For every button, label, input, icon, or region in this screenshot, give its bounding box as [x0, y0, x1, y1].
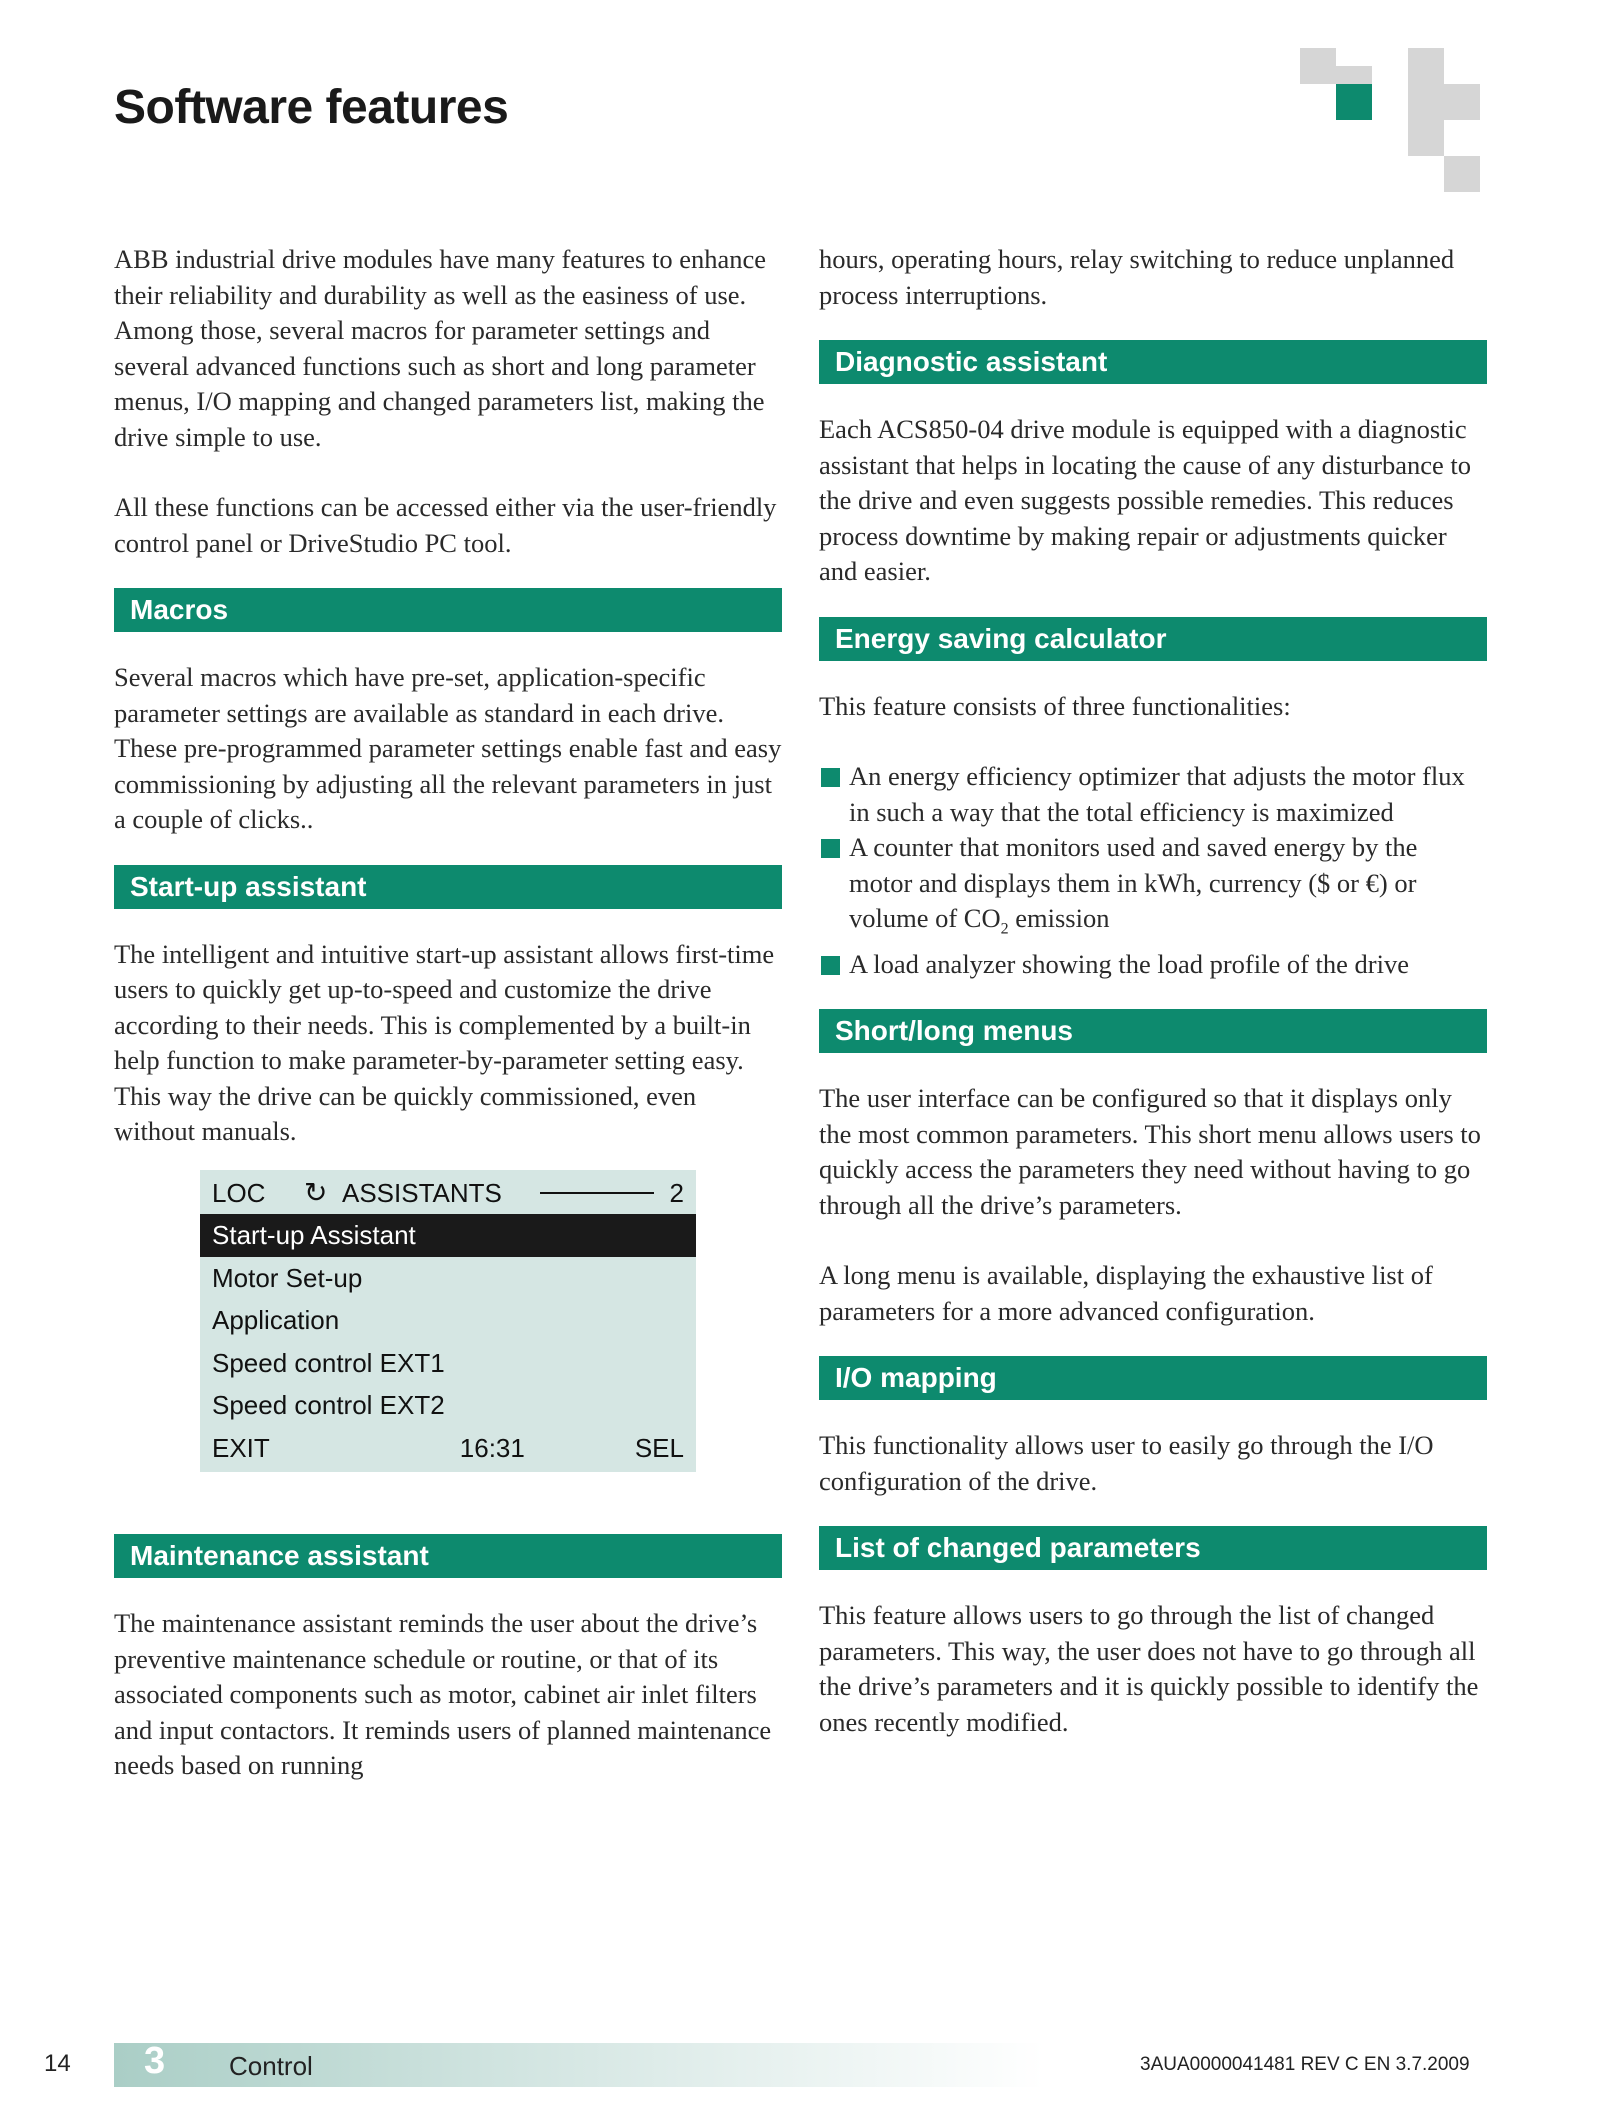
panel-menu-item: Speed control EXT2 [212, 1390, 445, 1420]
section-heading-short-long-menus: Short/long menus [819, 1009, 1487, 1053]
list-item: An energy efficiency optimizer that adjusts the motor flux in such a way that the total efficiency is maximized [819, 759, 1487, 830]
panel-clock: 16:31 [459, 1432, 525, 1463]
panel-menu-item: Speed control EXT1 [212, 1347, 445, 1378]
panel-header-number: 2 [669, 1177, 684, 1208]
section-heading-io-mapping: I/O mapping [819, 1356, 1487, 1400]
macros-text: Several macros which have pre-set, application-specific parameter settings are available as standard in each drive. These pre-programmed parameter settings enable fast and easy commissioning by adjusting all the relevant parameters in just a couple of clicks.. [114, 662, 782, 834]
panel-loc-label: LOC [212, 1177, 266, 1208]
panel-header-line [540, 1192, 654, 1194]
continuation-text: hours, operating hours, relay switching to reduce unplanned process interruptions. [819, 244, 1455, 310]
panel-menu-item: Motor Set-up [212, 1262, 363, 1293]
changed-parameters-text: This feature allows users to go through the list of changed parameters. This way, the user does not have to go through all the drive’s parameters and it is quickly possible to identify the ones recently modified. [819, 1600, 1479, 1737]
section-heading-energy-saving-calculator: Energy saving calculator [819, 617, 1487, 661]
abb-square-pattern-logo [1300, 48, 1490, 198]
intro-paragraph-2: All these functions can be accessed either via the user-friendly control panel or DriveStudio PC tool. [114, 492, 777, 558]
diagnostic-assistant-text: Each ACS850-04 drive module is equipped with a diagnostic assistant that helps in locating the cause of any disturbance to the drive and even suggests possible remedies. This reduces process downtime by making repair or adjustments quicker and easier. [819, 414, 1472, 586]
document-code: 3AUA0000041481 REV C EN 3.7.2009 [1140, 2054, 1470, 2075]
intro-paragraph-1: ABB industrial drive modules have many features to enhance their reliability and durability as well as the easiness of use. Among those, several macros for parameter settings and several advanced functions such as short and long parameter menus, I/O mapping and changed parameters list, making the drive simple to use. [114, 244, 767, 452]
section-name: Control [229, 2051, 313, 2081]
io-mapping-text: This functionality allows user to easily go through the I/O configuration of the drive. [819, 1430, 1434, 1496]
right-column [819, 242, 1487, 1740]
page-title: Software features [114, 81, 509, 134]
list-item: A counter that monitors used and saved energy by the motor and displays them in kWh, currency ($ or €) or volume of $CO_2$ emission [819, 830, 1487, 947]
bullet-square-icon [821, 839, 840, 858]
bullet-square-icon [821, 768, 840, 787]
menus-text-1: The user interface can be configured so that it displays only the most common parameters. This short menu allows users to quickly access the parameters they need without having to go through all the drive’s parameters. [819, 1083, 1481, 1220]
control-panel-display [200, 1170, 696, 1473]
section-heading-macros: Macros [114, 588, 782, 632]
energy-feature-list [819, 759, 1487, 982]
panel-header-row [200, 1172, 696, 1215]
maintenance-assistant-text: The maintenance assistant reminds the user about the drive’s preventive maintenance schedule or routine, or that of its associated components such as motor, cabinet air inlet filters and input contactors. It reminds users of planned maintenance needs based on running [114, 1608, 772, 1780]
section-heading-list-of-changed-parameters: List of changed parameters [819, 1526, 1487, 1570]
rotation-arrow-icon: ↻ [304, 1176, 328, 1208]
panel-sel-softkey: SEL [634, 1432, 684, 1463]
panel-header-title: ASSISTANTS [342, 1177, 502, 1208]
panel-menu-item-selected: Start-up Assistant [200, 1214, 696, 1257]
bullet-square-icon [821, 956, 840, 975]
panel-exit-softkey: EXIT [212, 1432, 270, 1463]
panel-footer-row [200, 1427, 696, 1470]
section-heading-maintenance-assistant: Maintenance assistant [114, 1534, 782, 1578]
section-heading-startup-assistant: Start-up assistant [114, 865, 782, 909]
page-number: 14 [44, 2050, 71, 2077]
startup-assistant-text: The intelligent and intuitive start-up assistant allows first-time users to quickly get up-to-speed and customize the drive according to their needs. This is complemented by a built-in help function to make parameter-by-parameter setting easy. This way the drive can be quickly commissioned, even without manuals. [114, 938, 775, 1146]
energy-intro-text: This feature consists of three functionalities: [819, 690, 1291, 721]
panel-menu-item: Application [212, 1305, 340, 1335]
section-number: 3 [144, 2040, 166, 2082]
section-heading-diagnostic-assistant: Diagnostic assistant [819, 340, 1487, 384]
list-item: A load analyzer showing the load profile of the drive [819, 947, 1487, 983]
menus-text-2: A long menu is available, displaying the exhaustive list of parameters for a more advanced configuration. [819, 1260, 1433, 1326]
left-column [114, 242, 782, 1784]
